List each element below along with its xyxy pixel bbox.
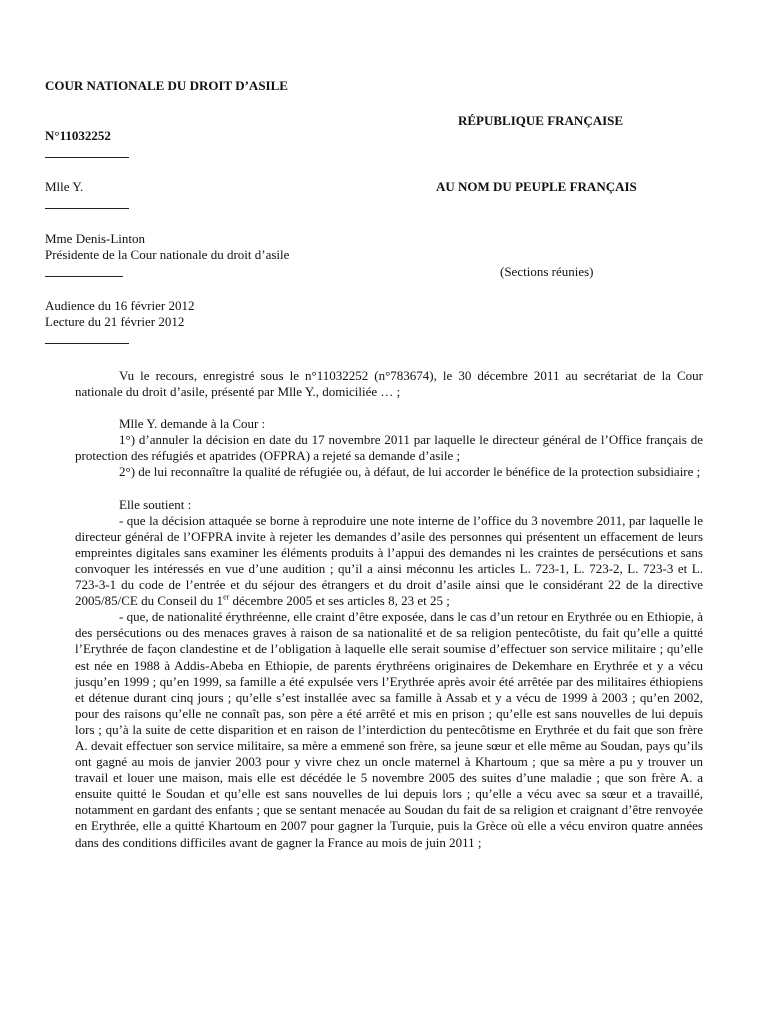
paragraph-recours: Vu le recours, enregistré sous le n°11032252 (n°783674), le 30 décembre 2011 au secrétariat de la Cour nationale du droit d’asile, présenté par Mlle Y., domiciliée … ; xyxy=(75,368,703,400)
separator-rule xyxy=(45,157,129,158)
paragraph-text: décembre 2005 et ses articles 8, 23 et 25 ; xyxy=(229,593,450,609)
sections-label: (Sections réunies) xyxy=(500,264,594,279)
president-title: Présidente de la Cour nationale du droit d’asile xyxy=(45,247,290,262)
separator-rule xyxy=(45,208,129,209)
court-name: COUR NATIONALE DU DROIT D’ASILE xyxy=(45,78,288,93)
paragraph-text: - que la décision attaquée se borne à reproduire une note interne de l’office du 3 novembre 2011, par laquelle le directeur général de l’OFPRA invite à rejeter les demandes d’asile des personnes qui présentent un effacement de leurs empreintes digitales sans examiner les éléments produits à l’appui des demandes ni les craintes de persécutions et sans convoquer les intéressés en vue d’une audition ; qu’il a ainsi méconnu les articles L. 723-1, L. 723-2, L. 723-3 et L. 723-3-1 du code de l’entrée et du séjour des étrangers et du droit d’asile ainsi que le considérant 22 de la directive 2005/85/CE du Conseil du 1 xyxy=(75,512,703,609)
president-name: Mme Denis-Linton xyxy=(45,231,146,246)
case-number: N°11032252 xyxy=(45,128,111,143)
paragraph-reconnaitre: 2°) de lui reconnaître la qualité de réfugiée ou, à défaut, de lui accorder le bénéfice de la protection subsidiaire ; xyxy=(119,464,701,480)
paragraph-nationalite: - que, de nationalité érythréenne, elle craint d’être exposée, dans le cas d’un retour en Erythrée ou en Ethiopie, à des persécutions ou des menaces graves à raison de sa nationalité et de sa religion pentecôtiste, du fait qu’elle a quitté l’Erythrée de façon clandestine et de l’obligation à laquelle elle serait soumise d’effectuer son service militaire ; qu’elle est née en 1988 à Addis-Abeba en Ethiopie, de parents érythréens originaires de Dekemhare en Erythrée et y a vécu jusqu’en 1999 ; qu’en 1999, sa famille a été expulsée vers l’Erythrée après avoir été arrêtée par des militaires éthiopiens et détenue durant cinq jours ; qu’elle s’est installée avec sa famille à Assab et y a vécu de 1999 à 2003 ; qu’en 2002, pour des raisons qu’elle ne connaît pas, son père a été arrêté et mis en prison ; qu’elle est sans nouvelles de lui depuis lors ; qu’à la suite de cette disparition et en raison de l’interdiction du pentecôtisme en Erythrée et du fait que son frère A. devait effectuer son service militaire, sa mère a emmené son frère, sa jeune sœur et elle même au Soudan, pays qu’ils ont gagné au mois de janvier 2003 pour y vivre chez un oncle maternel à Khartoum ; que sa mère a pu y trouver un travail et louer une maison, mais elle est décédée le 5 novembre 2005 des suites d’une maladie ; que son frère A. a ensuite quitté le Soudan et qu’elle est sans nouvelles de lui depuis lors ; qu’elle a vécu avec sa sœur et a travaillé, notamment en gardant des enfants ; que se sentant menacée au Soudan du fait de sa religion et craignant d’être renvoyée en Erythrée, elle a quitté Khartoum en 2007 pour gagner la Turquie, puis la Grèce où elle a vécu environ quatre années dans des conditions difficiles avant de gagner la France au mois de juin 2011 ; xyxy=(75,609,703,850)
paragraph-soutient: Elle soutient : xyxy=(119,496,192,512)
paragraph-annuler: 1°) d’annuler la décision en date du 17 novembre 2011 par laquelle le directeur général de l’Office français de protection des réfugiés et apatrides (OFPRA) a rejeté sa demande d’asile ; xyxy=(75,432,703,464)
republic-heading: RÉPUBLIQUE FRANÇAISE xyxy=(458,113,624,128)
in-name-heading: AU NOM DU PEUPLE FRANÇAIS xyxy=(436,179,637,194)
decision-body xyxy=(75,368,703,851)
party-name: Mlle Y. xyxy=(45,179,84,194)
hearing-date: Audience du 16 février 2012 xyxy=(45,298,195,313)
separator-rule xyxy=(45,343,129,344)
paragraph-decision-attaquee xyxy=(75,513,703,610)
paragraph-demande: Mlle Y. demande à la Cour : xyxy=(119,416,266,432)
superscript: er xyxy=(223,592,230,602)
reading-date: Lecture du 21 février 2012 xyxy=(45,314,185,329)
separator-rule xyxy=(45,276,123,277)
